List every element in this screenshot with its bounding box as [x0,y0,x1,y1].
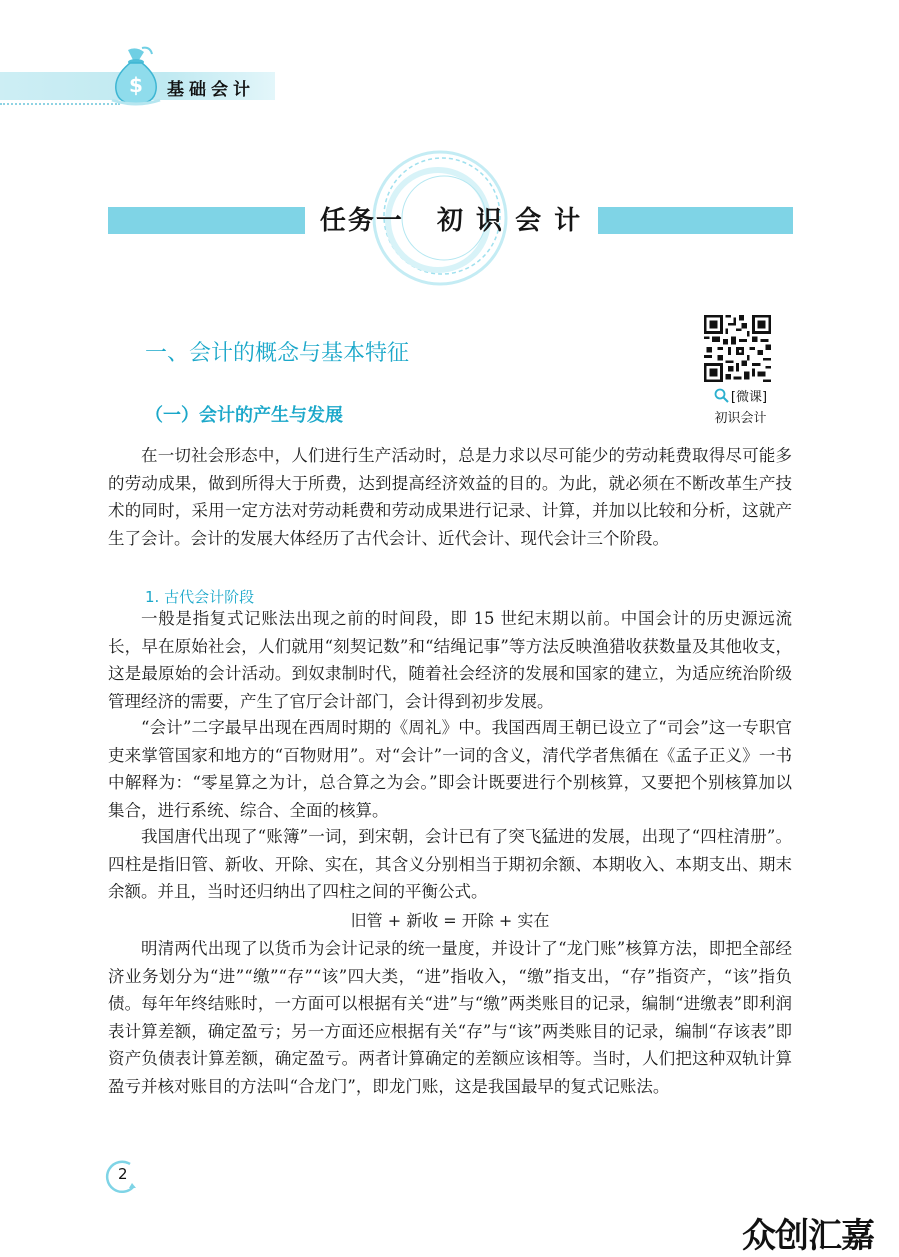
paragraph-zhouli: “会计”二字最早出现在西周时期的《周礼》中。我国西周王朝已设立了“司会”这一专职官吏来掌管国家和地方的“百物财用”。对“会计”一词的含义，清代学者焦循在《孟子正义》一书中解释为：“零星算之为计，总合算之为会。”即会计既要进行个别核算，又要把个别核算加以集合，进行系统、综合、全面的核算。 [108,718,792,820]
header-divider [0,103,120,105]
micro-lesson-title: 初识会计 [714,411,767,426]
title-band-left [108,207,305,234]
balance-formula: 旧管 + 新收 = 开除 + 实在 [350,911,550,930]
micro-lesson-caption [693,387,788,429]
qr-code[interactable] [704,315,771,382]
section-subheading: （一）会计的产生与发展 [145,405,343,426]
money-bag-icon [108,46,164,108]
magnifier-icon [714,388,729,403]
paragraph-tang: 我国唐代出现了“账簿”一词，到宋朝，会计已有了突飞猛进的发展，出现了“四柱清册”。四柱是指旧管、新收、开除、实在，其含义分别相当于期初余额、本期收入、本期支出、期末余额。并且，当时还归纳出了四柱之间的平衡公式。 [108,827,792,901]
svg-text:$: $ [129,73,143,97]
stage-heading: 1. 古代会计阶段 [145,588,255,606]
paragraph-intro: 在一切社会形态中，人们进行生产活动时，总是力求以尽可能少的劳动耗费取得尽可能多的劳动成果，做到所得大于所费，达到提高经济效益的目的。为此，就必须在不断改革生产技术的同时，采用一定方法对劳动耗费和劳动成果进行记录、计算，并加以比较和分析，这就产生了会计。会计的发展大体经历了古代会计、近代会计、现代会计三个阶段。 [108,446,792,548]
title-band-right [598,207,793,234]
book-title: 基础会计 [167,80,255,100]
micro-lesson-tag: [微课] [730,390,768,405]
page-number: 2 [118,1165,128,1183]
paragraph-mingqing: 明清两代出现了以货币为会计记录的统一量度，并设计了“龙门账”核算方法，即把全部经济业务划分为“进”“缴”“存”“该”四大类，“进”指收入，“缴”指支出，“存”指资产，“该”指负债。每年年终结账时，一方面可以根据有关“进”与“缴”两类账目的记录，编制“进缴表”即利润表计算差额，确定盈亏；另一方面还应根据有关“存”与“该”两类账目的记录，编制“存该表”即资产负债表计算差额，确定盈亏。两者计算确定的差额应该相等。当时，人们把这种双轨计算盈亏并核对账目的方法叫“合龙门”，即龙门账，这是我国最早的复式记账法。 [108,939,792,1096]
watermark: 众创汇嘉 [742,1216,874,1256]
section-heading: 一、会计的概念与基本特征 [145,341,410,366]
paragraph-ancient: 一般是指复式记账法出现之前的时间段，即 15 世纪末期以前。中国会计的历史源远流长，早在原始社会，人们就用“刻契记数”和“结绳记事”等方法反映渔猎收获数量及其他收支，这是最原始的会计活动。到奴隶制时代，随着社会经济的发展和国家的建立，为适应统治阶级管理经济的需要，产生了官厅会计部门，会计得到初步发展。 [108,609,792,711]
task-title: 任务一 初 识 会 计 [319,206,583,236]
